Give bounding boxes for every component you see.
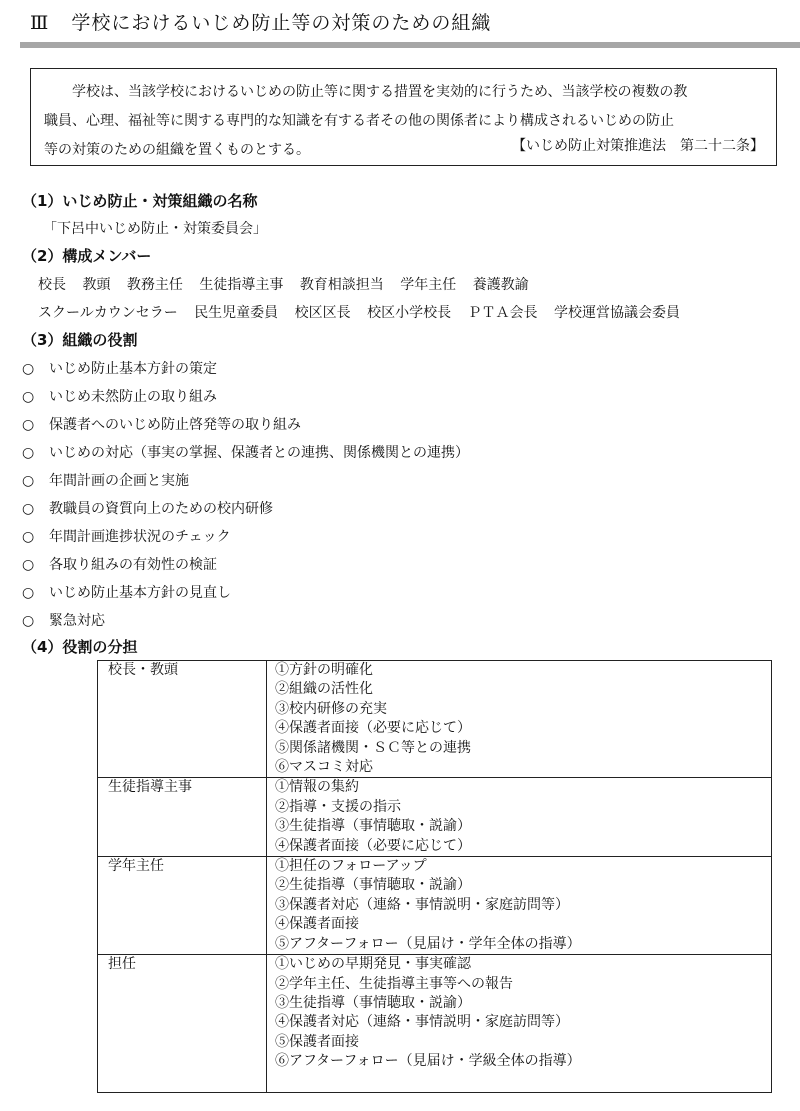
law-text-line-2: 職員、心理、福祉等に関する専門的な知識を有する者その他の関係者により構成されるいじめの防止 — [44, 113, 674, 129]
duty-item: ⑤保護者面接 — [275, 1033, 359, 1050]
role-list-item: ○ 年間計画の企画と実施 — [22, 473, 189, 489]
member-row-1 — [38, 274, 541, 294]
duty-item: ②学年主任、生徒指導主事等への報告 — [275, 975, 513, 992]
chapter-number: Ⅲ — [30, 12, 50, 34]
table-row — [98, 778, 772, 857]
role-list-item: ○ 各取り組みの有効性の検証 — [22, 557, 217, 573]
duties-cell — [267, 661, 772, 778]
role-list-item: ○ 教職員の資質向上のための校内研修 — [22, 501, 273, 517]
member-item: 教頭 — [82, 277, 111, 293]
duties-cell — [267, 778, 772, 857]
duty-item: ②生徒指導（事情聴取・説諭） — [275, 877, 471, 894]
table-row — [98, 955, 772, 1092]
role-cell: 学年主任 — [98, 857, 267, 955]
circle-bullet-icon: ○ — [22, 445, 35, 461]
duty-item: ①担任のフォローアップ — [275, 858, 427, 875]
section-heading-roles: （3）組織の役割 — [22, 331, 138, 349]
duties-cell — [267, 857, 772, 955]
duty-item: ⑥アフターフォロー（見届け・学級全体の指導） — [275, 1053, 581, 1070]
page-title — [30, 8, 491, 35]
duty-item: ⑤アフターフォロー（見届け・学年全体の指導） — [275, 935, 581, 952]
duty-item: ④保護者対応（連絡・事情説明・家庭訪問等） — [275, 1014, 569, 1031]
member-item: 校区小学校長 — [367, 305, 452, 321]
table-row — [98, 661, 772, 778]
law-text-line-3: 等の対策のための組織を置くものとする。 — [44, 142, 310, 158]
role-list-item: ○ いじめ未然防止の取り組み — [22, 389, 217, 405]
duty-item: ③生徒指導（事情聴取・説諭） — [275, 818, 471, 835]
member-item: 校区区長 — [294, 305, 351, 321]
role-list-item: ○ いじめの対応（事実の掌握、保護者との連携、関係機関との連携） — [22, 445, 469, 461]
role-cell: 校長・教頭 — [98, 661, 267, 778]
role-cell: 担任 — [98, 955, 267, 1092]
role-list-item: ○ いじめ防止基本方針の策定 — [22, 361, 217, 377]
duty-item: ①いじめの早期発見・事実確認 — [275, 956, 471, 973]
role-list-item: ○ 緊急対応 — [22, 613, 105, 629]
duty-item: ①方針の明確化 — [275, 662, 373, 678]
duty-item: ③生徒指導（事情聴取・説諭） — [275, 994, 471, 1011]
member-item: 生徒指導主事 — [199, 277, 284, 293]
duty-item: ④保護者面接 — [275, 916, 359, 933]
circle-bullet-icon: ○ — [22, 473, 35, 489]
role-list-item: ○ 年間計画進捗状況のチェック — [22, 529, 231, 545]
duty-item: ④保護者面接（必要に応じて） — [275, 837, 471, 854]
chapter-title: 学校におけるいじめ防止等の対策のための組織 — [71, 12, 492, 34]
circle-bullet-icon: ○ — [22, 585, 35, 601]
title-rule — [20, 42, 800, 48]
duty-item: ⑤関係諸機関・ＳＣ等との連携 — [275, 739, 471, 756]
committee-name: 「下呂中いじめ防止・対策委員会」 — [43, 221, 267, 237]
law-text-line-1: 学校は、当該学校におけるいじめの防止等に関する措置を実効的に行うため、当該学校の複数の教 — [72, 84, 688, 100]
member-item: 民生児童委員 — [194, 305, 279, 321]
law-quote-box — [30, 68, 777, 166]
role-list-item: ○ いじめ防止基本方針の見直し — [22, 585, 231, 601]
member-row-2 — [38, 302, 692, 322]
circle-bullet-icon: ○ — [22, 361, 35, 377]
section-heading-name: （1）いじめ防止・対策組織の名称 — [22, 192, 258, 210]
section-heading-members: （2）構成メンバー — [22, 247, 152, 265]
member-item: 教務主任 — [126, 277, 183, 293]
member-item: スクールカウンセラー — [38, 305, 178, 321]
duty-item: ①情報の集約 — [275, 779, 359, 796]
role-division-table — [97, 660, 772, 1093]
member-item: 学校運営協議会委員 — [554, 305, 680, 321]
duty-item: ②指導・支援の指示 — [275, 798, 401, 815]
duty-item: ④保護者面接（必要に応じて） — [275, 720, 471, 737]
member-item: 校長 — [38, 277, 66, 293]
member-item: 養護教諭 — [472, 277, 529, 293]
role-list-item: ○ 保護者へのいじめ防止啓発等の取り組み — [22, 417, 301, 433]
duty-item: ⑥マスコミ対応 — [275, 759, 373, 776]
circle-bullet-icon: ○ — [22, 417, 35, 433]
member-item: 教育相談担当 — [299, 277, 384, 293]
circle-bullet-icon: ○ — [22, 557, 35, 573]
duties-cell — [267, 955, 772, 1092]
circle-bullet-icon: ○ — [22, 501, 35, 517]
role-cell: 生徒指導主事 — [98, 778, 267, 857]
circle-bullet-icon: ○ — [22, 613, 35, 629]
member-item: 学年主任 — [400, 277, 457, 293]
table-row — [98, 857, 772, 955]
duty-item: ②組織の活性化 — [275, 681, 373, 698]
duty-item: ③保護者対応（連絡・事情説明・家庭訪問等） — [275, 896, 569, 913]
duty-item: ③校内研修の充実 — [275, 700, 387, 717]
circle-bullet-icon: ○ — [22, 389, 35, 405]
law-reference: 【いじめ防止対策推進法 第二十二条】 — [512, 138, 764, 154]
section-heading-division: （4）役割の分担 — [22, 638, 138, 656]
circle-bullet-icon: ○ — [22, 529, 35, 545]
member-item: ＰＴＡ会長 — [467, 305, 538, 321]
